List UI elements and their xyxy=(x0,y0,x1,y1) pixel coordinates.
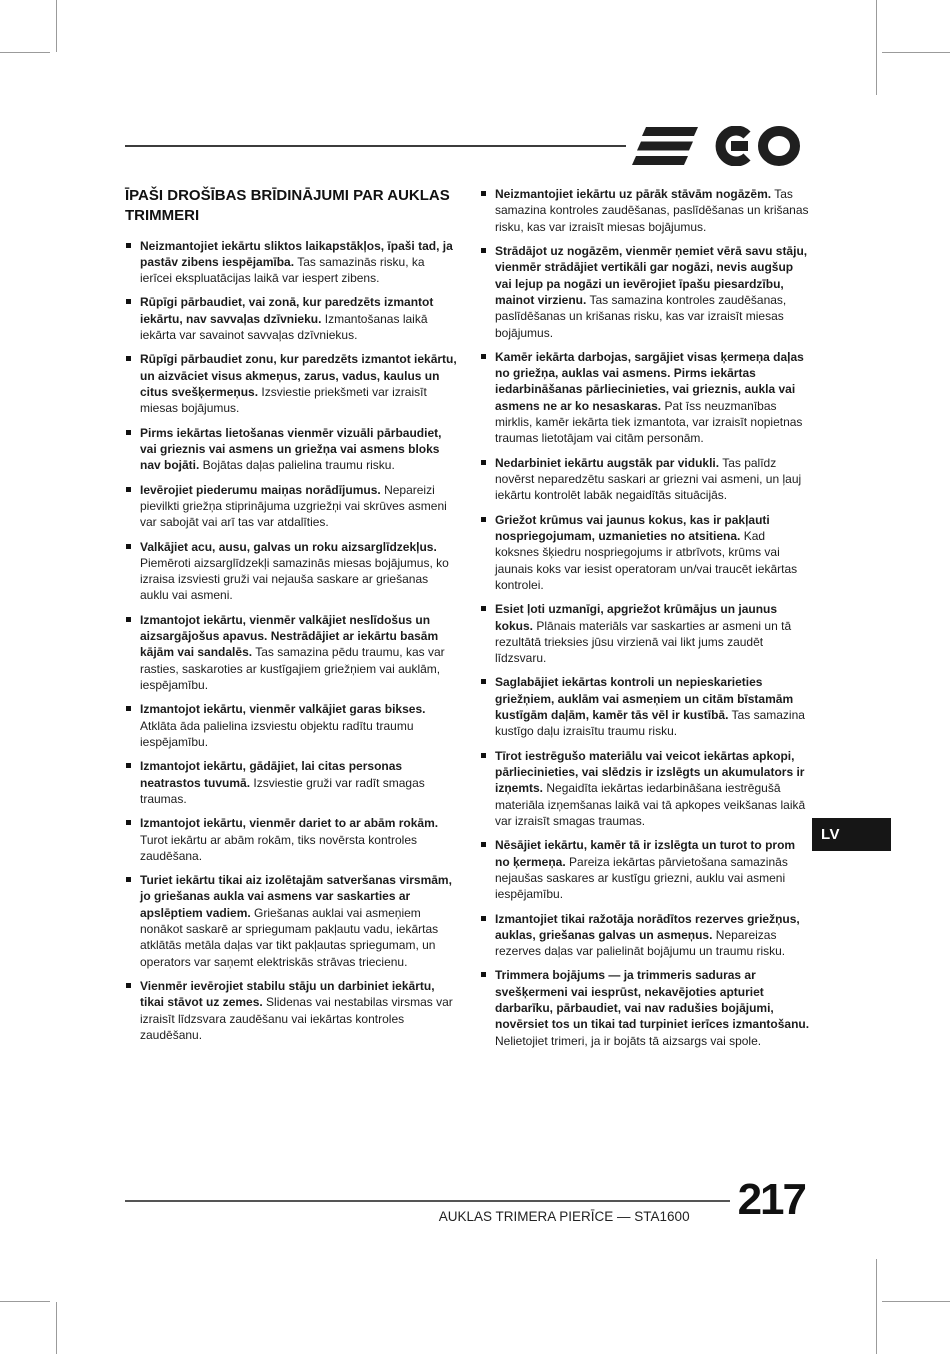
bullet-lead-text: Saglabājiet iekārtas kontroli un nepieskarieties griežņiem, auklām vai asmeņiem un citām bīstamām kustīgām daļām, kamēr tās vēl ir kustībā. xyxy=(495,675,794,723)
crop-mark xyxy=(56,0,57,52)
bullet-lead-text: Izmantojot iekārtu, vienmēr valkājiet garas bikses. xyxy=(140,702,426,717)
safety-bullet xyxy=(480,243,810,341)
safety-bullet xyxy=(480,837,810,902)
bullet-body-text: Tas samazinās risku, ka ierīcei ekspluatācijas laikā var iespert zibens. xyxy=(140,254,425,286)
safety-bullet xyxy=(125,425,457,474)
safety-bullet xyxy=(125,612,457,694)
bullet-body-text: Izsviestie priekšmeti var izraisīt miesas bojājumus. xyxy=(140,385,427,416)
safety-bullet xyxy=(480,186,810,235)
bullet-body-text: Kad koksnes šķiedru nospriegojums ir atbrīvots, krūms vai jaunais koks var iesist operatoram un/vai traucēt iekārtas kontrolei. xyxy=(495,528,798,592)
ego-logo xyxy=(630,126,802,166)
bullet-lead-text: Pirms iekārtas lietošanas vienmēr vizuāli pārbaudiet, vai grieznis vai asmens un griežņa vai asmens bloks nav bojāti. xyxy=(140,425,442,473)
safety-bullet xyxy=(125,539,457,604)
crop-mark xyxy=(56,1302,57,1354)
bullet-body-text: Turot iekārtu ar abām rokām, tiks novērsta kontroles zaudēšana. xyxy=(140,832,417,863)
section-heading: ĪPAŠI DROŠĪBAS BRĪDINĀJUMI PAR AUKLAS TRIMMERI xyxy=(125,187,450,225)
bullet-body-text: Nepareizas rezerves daļas var palielināt bojājumu un traumu risku. xyxy=(495,927,786,959)
header-divider xyxy=(125,145,626,147)
safety-bullet-list-right xyxy=(480,186,810,1049)
page-footer xyxy=(125,1175,805,1224)
safety-bullet xyxy=(125,238,457,287)
bullet-lead-text: Trimmera bojājums — ja trimmeris saduras ar svešķermeni vai iesprūst, nekavējoties apturiet darbarīku, pārbaudiet, vai nav radušies bojājumi, novērsiet tos un tikai tad turpiniet ierīces izmantošanu. xyxy=(495,968,810,1032)
bullet-body-text: Nepareizi pievilkti griežņa stiprinājuma uzgriežņi vai skrūves asmeni var sabojāt vai arī tas var atdalīties. xyxy=(140,482,447,530)
bullet-lead-text: Valkājiet acu, ausu, galvas un roku aizsarglīdzekļus. xyxy=(140,539,437,554)
bullet-lead-text: Kamēr iekārta darbojas, sargājiet visas ķermeņa daļas no griežņa, auklas vai asmens. Pirms iekārtas iedarbināšanas pārliecinieties, vai grieznis, aukla vai asmens ne ar ko nesaskaras. xyxy=(495,349,804,413)
safety-bullet xyxy=(125,815,457,864)
bullet-lead-text: Strādājot uz nogāzēm, vienmēr ņemiet vērā savu stāju, vienmēr strādājiet vertikāli gar nogāzi, nevis augšup vai lejup pa nogāzi un ievērojiet īpašu piesardzību, mainot virzienu. xyxy=(495,243,808,307)
safety-bullet xyxy=(480,455,810,504)
safety-bullet xyxy=(480,512,810,594)
bullet-body-text: Griešanas auklai vai asmeņiem nonākot saskarē ar spriegumam pakļautu vadu, iekārtas atklātās metāla daļas var tikt pakļautas spriegumam, un operators var saņemt elektriskās strāvas triecienu. xyxy=(140,905,439,969)
safety-bullet xyxy=(125,758,457,807)
bullet-body-text: Plānais materiāls var saskarties ar asmeni un tā rezultātā trieksies jūsu virzienā vai likt jums zaudēt līdzsvaru. xyxy=(495,618,792,666)
bullet-body-text: Pat īss neuzmanības mirklis, kamēr iekārta tiek izmantota, var izraisīt nopietnas traumas lietotājam vai citām personām. xyxy=(495,398,803,446)
safety-bullet xyxy=(125,872,457,970)
safety-bullet xyxy=(125,482,457,531)
bullet-lead-text: Rūpīgi pārbaudiet, vai zonā, kur paredzēts izmantot iekārtu, nav savvaļas dzīvnieku. xyxy=(140,295,434,326)
bullet-body-text: Izsviestie gruži var radīt smagas traumas. xyxy=(140,775,425,806)
crop-mark xyxy=(0,52,50,53)
bullet-body-text: Pareiza iekārtas pārvietošana samazinās nejaušas saskares ar kustīgu griezni, auklu vai asmeni iespējamību. xyxy=(495,854,788,902)
bullet-lead-text: Izmantojiet tikai ražotāja norādītos rezerves griežņus, auklas, griešanas galvas un asmeņus. xyxy=(495,911,800,942)
bullet-body-text: Tas palīdz novērst neparedzētu saskari ar griezni vai asmeni, un ļauj iekārtu kontrolēt labāk negaidītās situācijās. xyxy=(495,455,802,503)
bullet-body-text: Nelietojiet trimeri, ja ir bojāts tā aizsargs vai spole. xyxy=(495,1033,762,1048)
safety-bullet xyxy=(480,748,810,830)
bullet-lead-text: Izmantojot iekārtu, gādājiet, lai citas personas neatrastos tuvumā. xyxy=(140,759,403,790)
crop-mark xyxy=(876,1259,877,1354)
bullet-lead-text: Vienmēr ievērojiet stabilu stāju un darbiniet iekārtu, tikai stāvot uz zemes. xyxy=(140,979,435,1010)
safety-bullet xyxy=(125,294,457,343)
bullet-lead-text: Tīrot iestrēgušo materiālu vai veicot iekārtas apkopi, pārliecinieties, vai slēdzis ir izslēgts un akumulators ir izņemts. xyxy=(495,748,805,796)
bullet-body-text: Tas samazina kontroles zaudēšanas, paslīdēšanas un krišanas risku, kas var izraisīt miesas bojājumus. xyxy=(495,292,787,340)
bullet-body-text: Tas samazina kustīgo daļu izraisītu traumu risku. xyxy=(495,708,805,739)
bullet-body-text: Tas samazina pēdu traumu, kas var rasties, saskaroties ar kustīgajiem griežņiem vai auklām, iespējamību. xyxy=(140,645,445,692)
safety-bullet xyxy=(480,601,810,666)
bullet-body-text: Tas samazina kontroles zaudēšanas, paslīdēšanas un krišanas risku, kas var izraisīt miesas bojājumus. xyxy=(495,187,809,234)
safety-bullet xyxy=(480,674,810,739)
left-column xyxy=(125,186,457,1057)
page-header xyxy=(125,126,802,166)
bullet-body-text: Bojātas daļas palielina traumu risku. xyxy=(199,458,395,473)
page-number: 217 xyxy=(737,1175,805,1224)
safety-bullet xyxy=(480,967,810,1049)
safety-bullet xyxy=(125,978,457,1043)
bullet-body-text: Slidenas vai nestabilas virsmas var izraisīt līdzsvara zaudēšanu vai iekārtas kontroles zaudēšanu. xyxy=(140,995,453,1042)
bullet-body-text: Piemēroti aizsarglīdzekļi samazinās miesas bojājumus, ko izraisa izsviesti gruži vai nejauša saskare ar griešanas auklu vai asmeni. xyxy=(140,555,449,603)
bullet-lead-text: Neizmantojiet iekārtu uz pārāk stāvām nogāzēm. xyxy=(495,187,772,201)
right-column xyxy=(480,186,810,1057)
crop-mark xyxy=(882,1301,950,1302)
page-body xyxy=(125,186,810,1057)
safety-bullet xyxy=(125,701,457,750)
bullet-lead-text: Turiet iekārtu tikai aiz izolētajām satveršanas virsmām, jo griešanas aukla vai asmens var saskarties ar apslēptiem vadiem. xyxy=(140,873,452,920)
bullet-lead-text: Nedarbiniet iekārtu augstāk par vidukli. xyxy=(495,455,720,470)
crop-mark xyxy=(876,0,877,95)
footer-divider xyxy=(125,1200,730,1202)
bullet-lead-text: Rūpīgi pārbaudiet zonu, kur paredzēts izmantot iekārtu, un aizvāciet visus akmeņus, zarus, vadus, kaulus un citus svešķermeņus. xyxy=(140,352,457,399)
language-tab: LV xyxy=(812,818,891,851)
bullet-body-text: Negaidīta iekārtas iedarbināšana iestrēgušā materiāla izņemšanas laikā vai tā apkopes veikšanas laikā var izraisīt smagas traumas. xyxy=(495,781,806,828)
bullet-lead-text: Ievērojiet piederumu maiņas norādījumus. xyxy=(140,482,381,497)
safety-bullet xyxy=(125,351,457,416)
crop-mark xyxy=(0,1301,50,1302)
bullet-lead-text: Griežot krūmus vai jaunus kokus, kas ir pakļauti nospriegojumam, uzmanieties no atsitiena. xyxy=(495,512,770,543)
bullet-lead-text: Esiet ļoti uzmanīgi, apgriežot krūmājus un jaunus kokus. xyxy=(495,602,778,633)
safety-bullet-list-left xyxy=(125,238,457,1044)
footer-caption: AUKLAS TRIMERA PIERĪCE — STA1600 xyxy=(438,1209,690,1224)
safety-bullet xyxy=(480,349,810,447)
bullet-body-text: Izmantošanas laikā iekārta var savainot savvaļas dzīvniekus. xyxy=(140,311,428,343)
footer-left xyxy=(125,1200,730,1224)
bullet-lead-text: Izmantojot iekārtu, vienmēr dariet to ar abām rokām. xyxy=(140,816,439,831)
bullet-body-text: Atklāta āda palielina izsviestu objektu radītu traumu iespējamību. xyxy=(140,718,414,749)
bullet-lead-text: Nēsājiet iekārtu, kamēr tā ir izslēgta un turot to prom no ķermeņa. xyxy=(495,838,796,869)
safety-bullet xyxy=(480,911,810,960)
bullet-lead-text: Izmantojot iekārtu, vienmēr valkājiet neslīdošus un aizsargājošus apavus. Nestrādājiet ar iekārtu basām kājām vai sandalēs. xyxy=(140,612,439,660)
crop-mark xyxy=(882,52,950,53)
bullet-lead-text: Neizmantojiet iekārtu sliktos laikapstākļos, īpaši tad, ja pastāv zibens iespējamība. xyxy=(140,238,453,269)
